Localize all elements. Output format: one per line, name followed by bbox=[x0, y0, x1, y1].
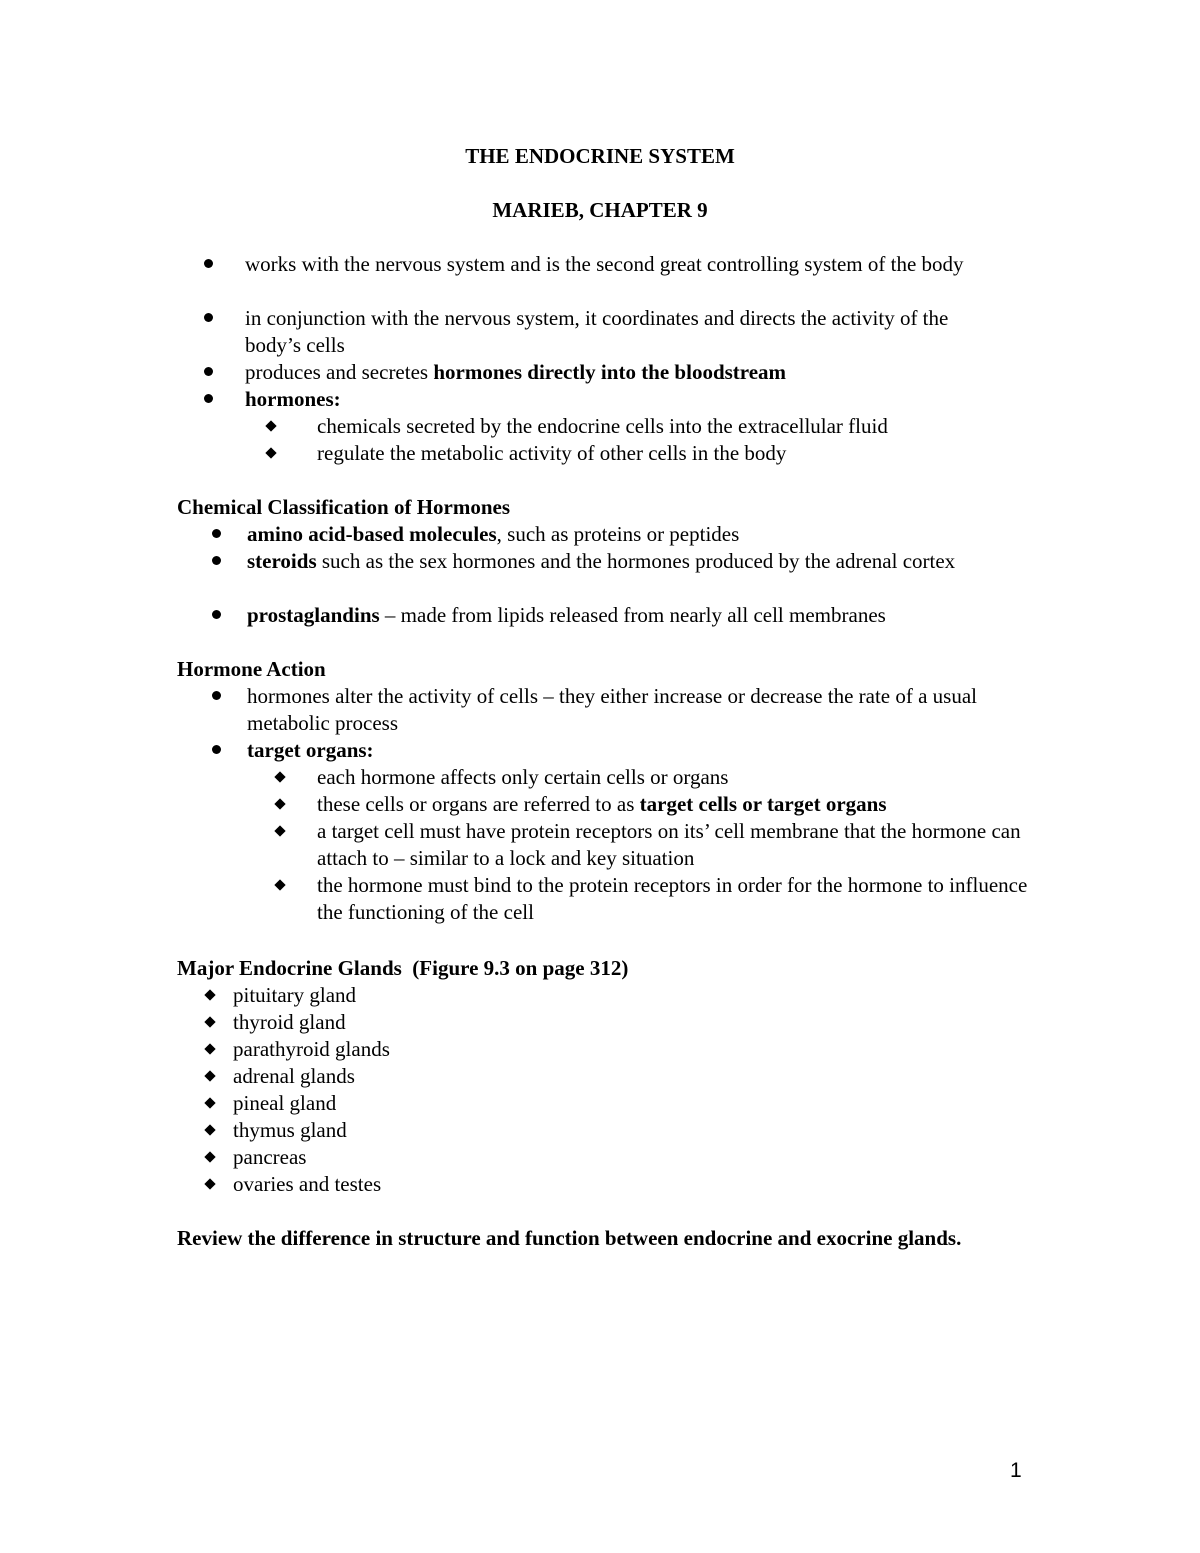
list-item-text: produces and secretes hormones directly into the bloodstream bbox=[245, 360, 787, 384]
bullet-icon bbox=[204, 359, 213, 386]
diamond-bullet-icon bbox=[206, 982, 214, 1009]
section-heading: Major Endocrine Glands (Figure 9.3 on page 312) bbox=[177, 956, 629, 980]
classification-section bbox=[177, 494, 1037, 629]
diamond-bullet-icon bbox=[206, 1036, 214, 1063]
list-item bbox=[177, 251, 1037, 305]
list-item bbox=[177, 359, 1037, 386]
gland-name: adrenal glands bbox=[233, 1064, 355, 1088]
list-item bbox=[177, 1117, 1037, 1144]
diamond-bullet-icon bbox=[267, 440, 275, 467]
diamond-bullet-icon bbox=[267, 413, 275, 440]
diamond-bullet-icon bbox=[206, 1009, 214, 1036]
list-item-text: amino acid-based molecules, such as proteins or peptides bbox=[247, 522, 740, 546]
diamond-bullet-icon bbox=[276, 872, 284, 899]
bullet-icon bbox=[212, 737, 221, 764]
diamond-bullet-icon bbox=[206, 1171, 214, 1198]
list-item bbox=[177, 521, 1037, 548]
list-item bbox=[177, 1171, 1037, 1198]
bullet-icon bbox=[212, 602, 221, 629]
list-item bbox=[177, 683, 1037, 737]
bullet-icon bbox=[204, 305, 213, 332]
sub-list-item bbox=[177, 818, 1037, 872]
sub-list-item bbox=[177, 440, 1037, 467]
review-note: Review the difference in structure and function between endocrine and exocrine glands. bbox=[177, 1226, 962, 1250]
list-item bbox=[177, 602, 1037, 629]
list-item-text: hormones: bbox=[245, 387, 341, 411]
sub-list-item-text: regulate the metabolic activity of other cells in the body bbox=[317, 441, 787, 465]
diamond-bullet-icon bbox=[206, 1117, 214, 1144]
diamond-bullet-icon bbox=[276, 764, 284, 791]
diamond-bullet-icon bbox=[206, 1063, 214, 1090]
list-item bbox=[177, 386, 1037, 413]
list-item bbox=[177, 982, 1037, 1009]
sub-list-item bbox=[177, 791, 1037, 818]
gland-name: pituitary gland bbox=[233, 983, 357, 1007]
sub-list-item-text: chemicals secreted by the endocrine cells into the extracellular fluid bbox=[317, 414, 888, 438]
list-item bbox=[177, 305, 1037, 359]
sub-list-item bbox=[177, 413, 1037, 440]
section-heading: Chemical Classification of Hormones bbox=[177, 495, 511, 519]
gland-name: parathyroid glands bbox=[233, 1037, 390, 1061]
diamond-bullet-icon bbox=[276, 791, 284, 818]
page-number: 1 bbox=[1010, 1459, 1022, 1482]
gland-name: pancreas bbox=[233, 1145, 307, 1169]
list-item bbox=[177, 737, 1037, 764]
sub-list-item-text: the hormone must bind to the protein receptors in order for the hormone to influence the functioning of the cell bbox=[317, 873, 1028, 924]
gland-name: pineal gland bbox=[233, 1091, 337, 1115]
list-item bbox=[177, 1144, 1037, 1171]
list-item-text: in conjunction with the nervous system, it coordinates and directs the activity of the body’s cells bbox=[245, 306, 949, 357]
bullet-icon bbox=[212, 521, 221, 548]
section-heading: Hormone Action bbox=[177, 657, 326, 681]
sub-list-item bbox=[177, 764, 1037, 791]
list-item-text: works with the nervous system and is the second great controlling system of the body bbox=[245, 252, 964, 276]
list-item bbox=[177, 1009, 1037, 1036]
gland-name: ovaries and testes bbox=[233, 1172, 382, 1196]
bullet-icon bbox=[204, 386, 213, 413]
diamond-bullet-icon bbox=[206, 1090, 214, 1117]
list-item bbox=[177, 548, 1037, 602]
list-item bbox=[177, 1090, 1037, 1117]
bullet-icon bbox=[204, 251, 213, 278]
list-item-text: target organs: bbox=[247, 738, 374, 762]
gland-name: thyroid gland bbox=[233, 1010, 346, 1034]
list-item-text: prostaglandins – made from lipids released from nearly all cell membranes bbox=[247, 603, 886, 627]
sub-list-item-text: each hormone affects only certain cells or organs bbox=[317, 765, 729, 789]
document-title: THE ENDOCRINE SYSTEM bbox=[465, 144, 735, 168]
glands-section bbox=[177, 955, 1037, 1198]
gland-name: thymus gland bbox=[233, 1118, 347, 1142]
bullet-icon bbox=[212, 548, 221, 575]
diamond-bullet-icon bbox=[276, 818, 284, 845]
sub-list-item-text: a target cell must have protein receptors on its’ cell membrane that the hormone can attach to – similar to a lock and key situation bbox=[317, 819, 1021, 870]
diamond-bullet-icon bbox=[206, 1144, 214, 1171]
intro-section bbox=[177, 251, 1037, 467]
list-item-text: steroids such as the sex hormones and the hormones produced by the adrenal cortex bbox=[247, 549, 956, 573]
list-item bbox=[177, 1036, 1037, 1063]
document-subtitle: MARIEB, CHAPTER 9 bbox=[492, 198, 708, 222]
hormone-action-section bbox=[177, 656, 1037, 926]
bullet-icon bbox=[212, 683, 221, 710]
sub-list-item-text: these cells or organs are referred to as target cells or target organs bbox=[317, 792, 887, 816]
list-item bbox=[177, 1063, 1037, 1090]
sub-list-item bbox=[177, 872, 1037, 926]
list-item-text: hormones alter the activity of cells – they either increase or decrease the rate of a usual metabolic process bbox=[247, 684, 978, 735]
